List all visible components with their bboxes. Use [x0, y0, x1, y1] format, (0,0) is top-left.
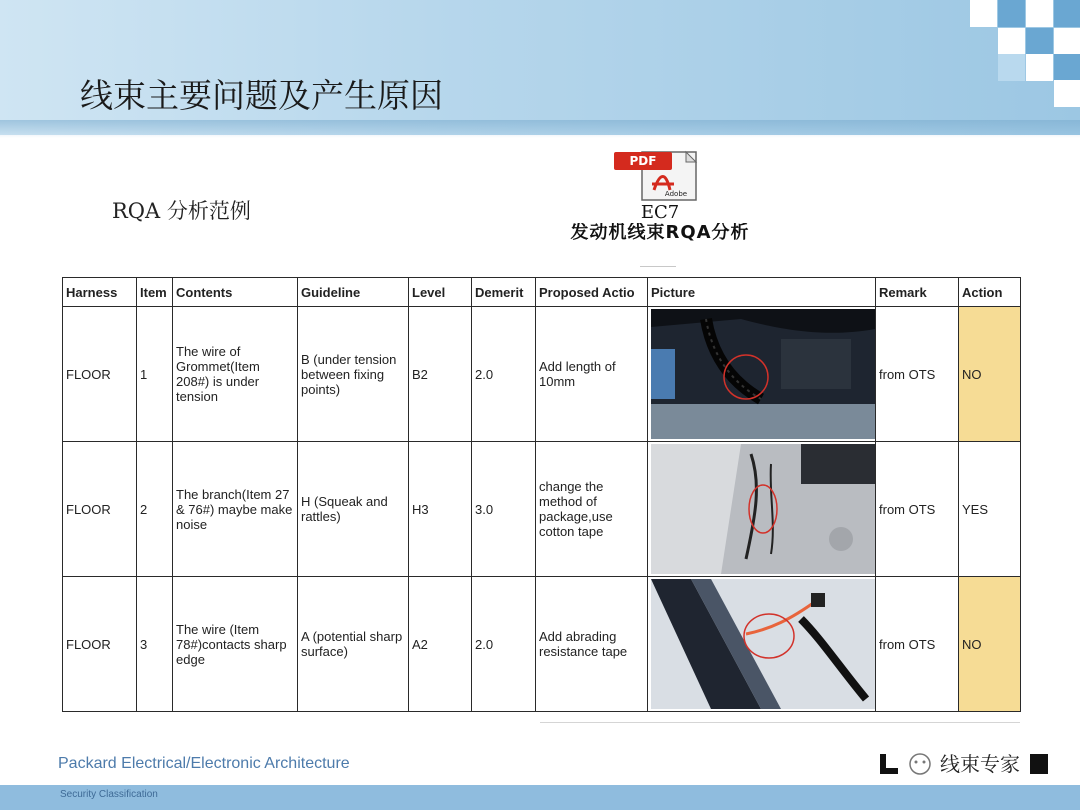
cell-harness: FLOOR	[63, 442, 137, 577]
pdf-file-icon[interactable]	[614, 150, 698, 202]
slide-title: 线束主要问题及产生原因	[80, 76, 443, 115]
security-classification: Security Classification	[60, 789, 158, 800]
photo-grommet-wire	[651, 309, 875, 439]
embedded-file-caption-line1: EC7	[640, 202, 680, 223]
cell-guideline: A (potential sharp surface)	[298, 577, 409, 712]
cell-level: H3	[409, 442, 472, 577]
header-level: Level	[409, 278, 472, 307]
footer-band	[0, 785, 1080, 810]
cell-level: B2	[409, 307, 472, 442]
cell-contents: The wire (Item 78#)contacts sharp edge	[173, 577, 298, 712]
cell-picture	[648, 307, 876, 442]
cell-guideline: H (Squeak and rattles)	[298, 442, 409, 577]
decorative-checker-pattern	[970, 0, 1080, 108]
photo-sharp-edge	[651, 579, 875, 709]
cell-proposed-action: Add abrading resistance tape	[536, 577, 648, 712]
header-harness: Harness	[63, 278, 137, 307]
footer-divider	[540, 722, 1020, 723]
divider	[640, 266, 676, 267]
table-row	[63, 442, 1021, 577]
header-demerit: Demerit	[472, 278, 536, 307]
header-remark: Remark	[876, 278, 959, 307]
table-row	[63, 577, 1021, 712]
header-picture: Picture	[648, 278, 876, 307]
cell-level: A2	[409, 577, 472, 712]
cell-item: 2	[137, 442, 173, 577]
pdf-icon-sublabel: Adobe	[664, 190, 688, 198]
cell-contents: The branch(Item 27 & 76#) maybe make noise	[173, 442, 298, 577]
cell-harness: FLOOR	[63, 307, 137, 442]
rqa-analysis-table	[62, 277, 1021, 712]
cell-action: YES	[959, 442, 1021, 577]
cell-remark: from OTS	[876, 442, 959, 577]
cell-proposed-action: Add length of 10mm	[536, 307, 648, 442]
header-item: Item	[137, 278, 173, 307]
header-guideline: Guideline	[298, 278, 409, 307]
photo-branch-noise	[651, 444, 875, 574]
embedded-file-caption-line2: 发动机线束RQA分析	[570, 223, 750, 243]
cell-remark: from OTS	[876, 307, 959, 442]
header-proposed-action: Proposed Actio	[536, 278, 648, 307]
embedded-file-caption[interactable]	[525, 203, 795, 243]
cell-demerit: 2.0	[472, 577, 536, 712]
cell-item: 3	[137, 577, 173, 712]
slide-subtitle: RQA 分析范例	[112, 199, 251, 223]
pdf-icon-label: PDF	[629, 154, 657, 168]
cell-guideline: B (under tension between fixing points)	[298, 307, 409, 442]
cell-action: NO	[959, 577, 1021, 712]
header-shade	[0, 120, 1080, 138]
header-contents: Contents	[173, 278, 298, 307]
cell-item: 1	[137, 307, 173, 442]
cell-demerit: 2.0	[472, 307, 536, 442]
cell-demerit: 3.0	[472, 442, 536, 577]
cell-contents: The wire of Grommet(Item 208#) is under tension	[173, 307, 298, 442]
cell-proposed-action: change the method of package,use cotton tape	[536, 442, 648, 577]
table-header-row	[63, 278, 1021, 307]
footer-organization: Packard Electrical/Electronic Architecture	[58, 755, 350, 772]
cell-picture	[648, 577, 876, 712]
cell-picture	[648, 442, 876, 577]
watermark-text: 线束专家	[940, 752, 1020, 776]
cell-action: NO	[959, 307, 1021, 442]
cell-harness: FLOOR	[63, 577, 137, 712]
table-row	[63, 307, 1021, 442]
header-action: Action	[959, 278, 1021, 307]
cell-remark: from OTS	[876, 577, 959, 712]
